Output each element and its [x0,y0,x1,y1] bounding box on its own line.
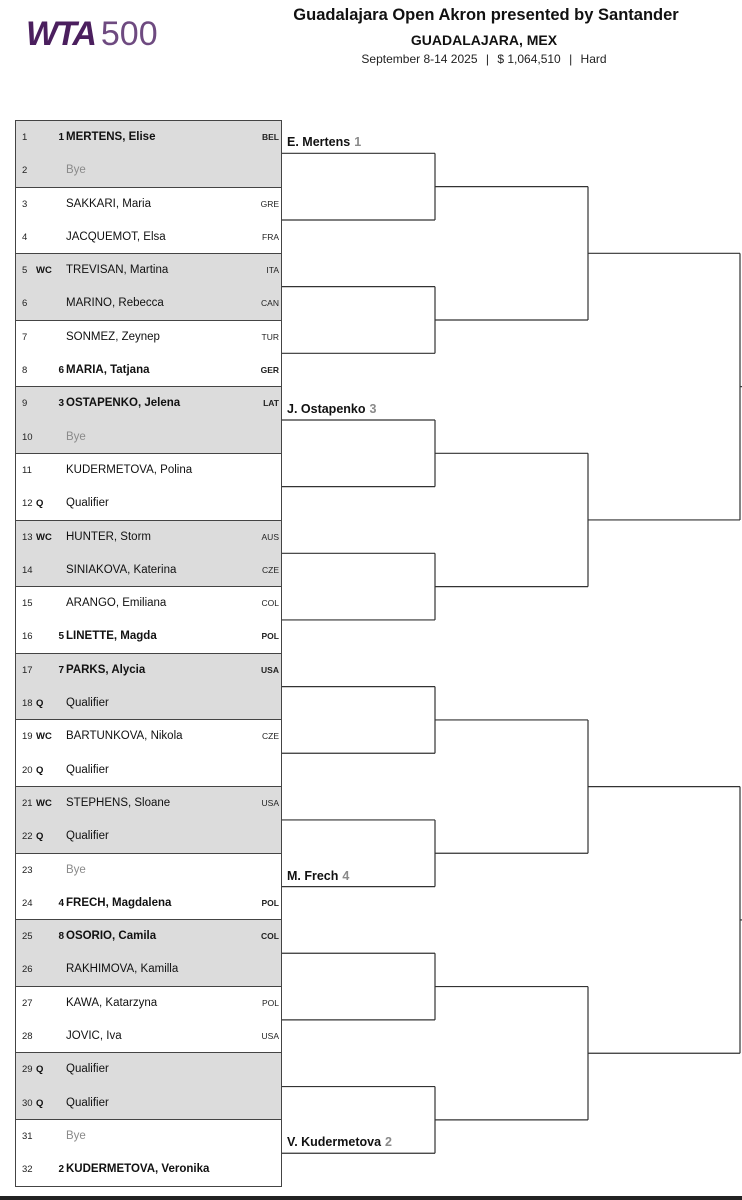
player-country: COL [261,931,279,942]
player-name: FRECH, Magdalena [66,896,172,909]
tournament-title: Guadalajara Open Akron presented by Santander [293,6,679,24]
player-name: RAKHIMOVA, Kamilla [66,963,179,976]
player-country: POL [261,997,279,1008]
player-country: BEL [262,132,279,142]
entry-tag: WC [36,731,52,743]
player-name: OSORIO, Camila [66,930,157,943]
draw-position: 24 [22,897,33,909]
tournament-dates: September 8-14 2025 [361,52,478,66]
player-name: Qualifier [66,1096,109,1109]
draw-position: 16 [22,631,33,643]
tournament-location: GUADALAJARA, MEX [410,32,558,48]
seed-number: 7 [58,664,64,676]
draw-position: 23 [22,864,33,876]
player-name: Qualifier [66,1063,109,1076]
player-name: Qualifier [66,830,109,843]
winner-seed: 1 [354,135,362,150]
draw-position: 28 [22,1031,33,1043]
entry-tag: Q [36,1064,44,1076]
draw-position: 26 [22,964,33,976]
tournament-prize: $ 1,064,510 [497,52,561,66]
bottom-rule [0,1196,742,1200]
player-name: OSTAPENKO, Jelena [66,397,181,410]
draw-position: 21 [22,798,33,809]
player-name: Bye [66,1130,86,1142]
draw-position: 30 [22,1097,33,1109]
draw-position: 6 [22,298,28,310]
player-country: GER [260,365,279,376]
round-winner [287,402,376,416]
winner-name: E. Mertens [287,135,351,150]
player-country: FRA [262,231,279,242]
player-name: SINIAKOVA, Katerina [66,563,177,576]
entry-tag: WC [36,531,52,543]
draw-position: 25 [22,931,33,943]
player-name: ARANGO, Emiliana [66,597,167,610]
draw-position: 18 [22,698,33,710]
player-country: USA [261,1031,279,1042]
entry-tag: Q [36,498,44,510]
player-name: SONMEZ, Zeynep [66,330,160,343]
player-country: CAN [261,298,279,309]
seed-number: 5 [58,631,64,643]
seed-number: 8 [58,931,64,943]
player-name: KUDERMETOVA, Polina [66,464,193,476]
seed-number: 6 [58,365,64,377]
player-country: POL [261,631,279,642]
player-country: AUS [261,531,279,542]
winner-seed: 3 [369,401,377,416]
draw-position: 12 [22,498,33,510]
winner-seed: 2 [385,1135,392,1150]
player-name: KUDERMETOVA, Veronika [66,1163,210,1176]
draw-position: 8 [22,365,28,377]
entry-tag: WC [36,265,52,277]
player-name: SAKKARI, Maria [66,197,151,210]
meta-separator: | [485,52,489,66]
player-name: HUNTER, Storm [66,530,151,543]
round-winner [287,869,349,883]
entry-tag: Q [36,764,44,776]
player-country: TUR [261,331,279,342]
draw-position: 15 [22,598,33,610]
player-name: TREVISAN, Martina [66,264,169,277]
player-country: COL [261,598,279,609]
tournament-surface: Hard [580,52,607,66]
logo-mark: WTA [26,15,95,53]
player-name: Bye [66,863,86,876]
player-country: ITA [266,265,279,276]
player-name: MERTENS, Elise [66,131,156,143]
player-country: CZE [262,731,279,742]
draw-position: 9 [22,398,28,410]
winner-name: V. Kudermetova [287,1135,382,1150]
player-name: PARKS, Alycia [66,663,146,676]
entry-tag: Q [36,698,44,710]
player-country: POL [261,897,279,908]
player-country: USA [261,798,279,808]
draw-position: 2 [22,165,28,177]
draw-position: 10 [22,431,33,443]
draw-position: 29 [22,1064,33,1076]
player-name: BARTUNKOVA, Nikola [66,730,183,743]
player-name: STEPHENS, Sloane [66,797,171,809]
player-name: JOVIC, Iva [66,1030,122,1043]
player-country: LAT [263,398,279,409]
player-name: MARINO, Rebecca [66,297,164,310]
winner-name: J. Ostapenko [287,401,366,416]
draw-position: 1 [22,132,28,143]
seed-number: 4 [58,897,64,909]
draw-position: 4 [22,231,28,243]
entry-tag: Q [36,831,44,843]
draw-position: 19 [22,731,33,743]
player-country: CZE [262,564,279,575]
player-name: LINETTE, Magda [66,630,157,643]
player-country: GRE [260,198,279,209]
player-country: USA [261,664,279,675]
seed-number: 3 [58,398,64,410]
winner-seed: 4 [342,868,350,883]
entry-tag: Q [36,1097,44,1109]
draw-position: 5 [22,265,28,277]
seed-number: 2 [58,1164,64,1176]
draw-position: 17 [22,664,33,676]
draw-position: 32 [22,1164,33,1176]
player-name: Qualifier [66,697,109,710]
player-name: KAWA, Katarzyna [66,996,158,1009]
player-name: Bye [66,430,86,443]
draw-position: 14 [22,564,33,576]
draw-position: 11 [22,465,32,476]
draw-position: 3 [22,198,28,210]
player-name: MARIA, Tatjana [66,364,150,377]
player-name: JACQUEMOT, Elsa [66,230,166,243]
winner-name: M. Frech [287,868,339,883]
round-winner [287,1135,392,1149]
meta-separator: | [569,52,573,66]
player-name: Qualifier [66,763,109,776]
draw-position: 31 [22,1131,33,1142]
draw-position: 27 [22,997,33,1009]
entry-tag: WC [36,798,52,809]
player-name: Bye [66,164,86,177]
draw-position: 20 [22,764,33,776]
round-winner [287,135,361,149]
draw-position: 22 [22,831,33,843]
logo-tier: 500 [100,15,158,53]
draw-position: 13 [22,531,33,543]
player-name: Qualifier [66,497,109,510]
seed-number: 1 [58,132,64,143]
draw-position: 7 [22,331,28,343]
